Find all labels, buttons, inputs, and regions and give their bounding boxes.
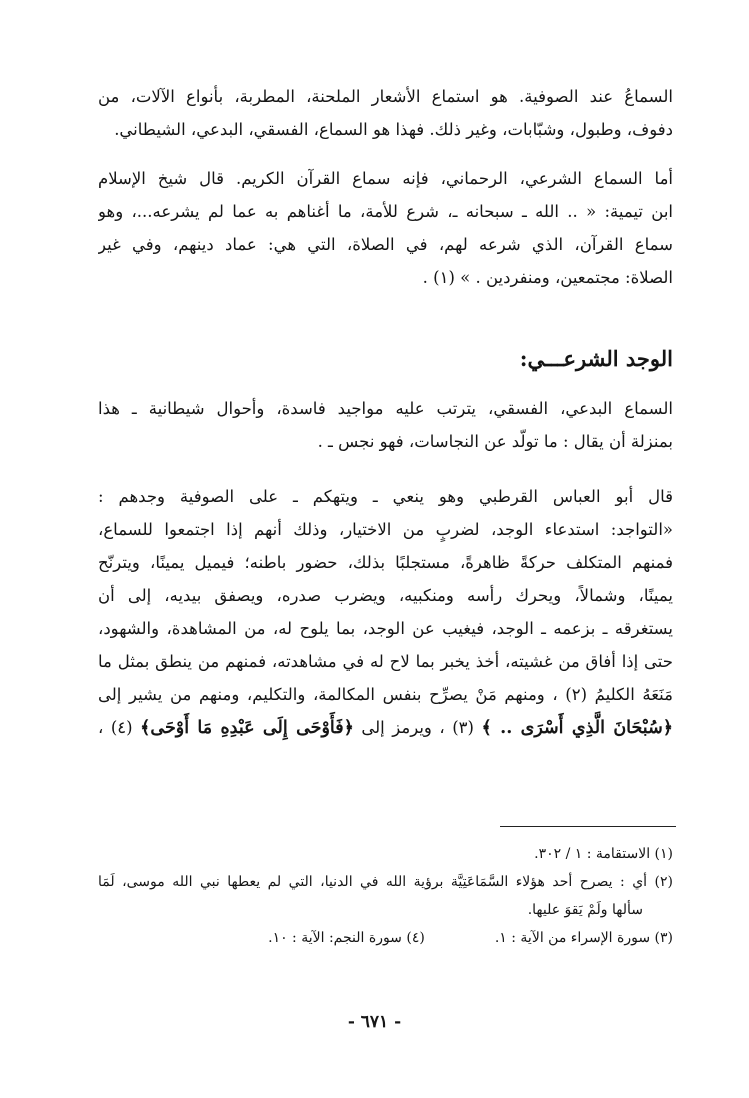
footnote-2-cont: سألها ولَمْ يَقوَ عليها. [527, 902, 643, 918]
footnote-2: (٢) أي : يصرح أحد هؤلاء السَّمَاعَتِيَّة برؤية الله في الدنيا، التي لم يعطها نبي الله موسى، لَمَا [98, 874, 673, 890]
paragraph-sama-sharii [98, 162, 673, 294]
text-line: بمنزلة أن يقال : ما تولّد عن النجاسات، فهو نجس ـ . [317, 432, 673, 451]
text-line: السماع البدعي، الفسقي، يترتب عليه مواجيد فاسدة، وأحوال شيطانية ـ هذا [98, 399, 673, 418]
paragraph-sama-bidii [98, 392, 673, 458]
text-line: السماعُ عند الصوفية. هو استماع الأشعار الملحنة، المطربة، بأنواع الآلات، من [98, 87, 673, 106]
text-line: الصلاة: مجتمعين، ومنفردين . » (١) . [422, 268, 673, 287]
text-line: «التواجد: استدعاء الوجد، لضربٍ من الاختيار، وذلك أنهم إذا اجتمعوا للسماع، [98, 520, 673, 539]
footnote-separator [500, 826, 676, 827]
footnote-row [98, 924, 673, 952]
page-number: - ٦٧١ - [347, 1012, 402, 1032]
quran-verse-isra: ﴿سُبْحَانَ الَّذِي أَسْرَى .. ﴾ [481, 718, 673, 738]
text-line-verses [98, 711, 673, 744]
text-line: ابن تيمية: « .. الله ـ سبحانه ـ، شرع للأمة، ما أغناهم به عما لم يشرعه...، وهو [98, 202, 673, 221]
footnotes [98, 840, 673, 952]
section-heading: الوجد الشرعـــي: [519, 346, 673, 371]
text-line: أما السماع الشرعي، الرحماني، فإنه سماع القرآن الكريم. قال شيخ الإسلام [98, 169, 673, 188]
footnote-3: (٣) سورة الإسراء من الآية : ١. [494, 930, 673, 946]
paragraph-sama-sufi [98, 80, 673, 146]
footnote-ref: (٣) ، ويرمز إلى [353, 718, 482, 737]
footnote-ref: (٤) ، [98, 718, 141, 737]
quran-verse-najm: ﴿فَأَوْحَى إِلَى عَبْدِهِ مَا أَوْحَى﴾ [140, 718, 354, 738]
text-line: دفوف، وطبول، وشبّابات، وغير ذلك. فهذا هو السماع، الفسقي، البدعي، الشيطاني. [114, 120, 673, 139]
footnote-4: (٤) سورة النجم: الآية : ١٠. [268, 930, 425, 946]
text-line: حتى إذا أفاق من غشيته، أخذ يخبر بما لاح له في مشاهدته، فمنهم من ينطق بمثل ما [98, 652, 673, 671]
text-line: قال أبو العباس القرطبي وهو ينعي ـ ويتهكم ـ على الصوفية وجدهم : [98, 487, 673, 506]
text-line: فمنهم المتكلف حركةً ظاهرةً، مستجلبًا بذلك، حضور باطنه؛ فيميل يمينًا، ويترنّح [98, 553, 673, 572]
paragraph-qurtubi-quote [98, 480, 673, 744]
text-line: مَنَعَهُ الكليمُ (٢) ، ومنهم مَنْ يصرِّح بنفس المكالمة، والتكليم، ومنهم من يشير إلى [98, 685, 673, 704]
text-line: سماع القرآن، الذي شرعه لهم، في الصلاة، التي هي: عماد دينهم، وفي غير [98, 235, 673, 254]
text-line: يمينًا، وشمالاً، ويحرك رأسه ومنكبيه، ويضرب صدره، ويصفق بيديه، إلى أن [98, 586, 673, 605]
footnote-1: (١) الاستقامة : ١ / ٣٠٢. [534, 846, 673, 862]
text-line: يستغرقه ـ بزعمه ـ الوجد، فيغيب عن الوجد، بما يلوح له، من المشاهدة، والشهود، [98, 619, 673, 638]
